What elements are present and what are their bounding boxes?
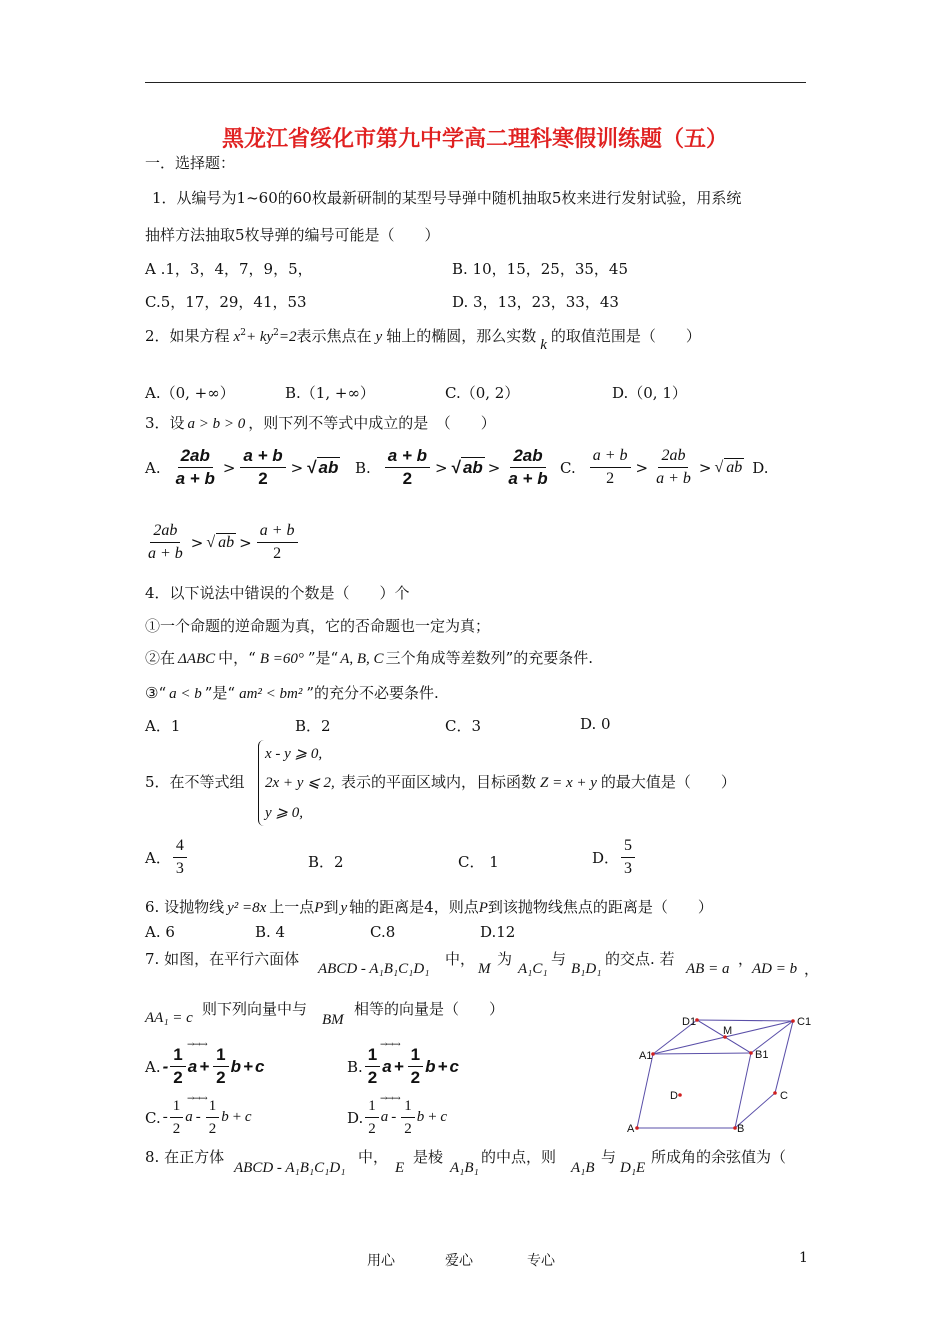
q5-pre: 5．在不等式组 bbox=[145, 773, 245, 791]
q7-option-a bbox=[145, 1045, 264, 1088]
q8-mid1: 中， bbox=[358, 1148, 389, 1166]
q7b-b: b bbox=[425, 1056, 436, 1076]
q7c-n1: 1 bbox=[170, 1096, 184, 1118]
q7-line2: 则下列向量中与 bbox=[202, 1000, 308, 1018]
q2-var-y: y bbox=[375, 329, 383, 345]
q2-eq-ky: + ky bbox=[245, 329, 274, 345]
q7c-a: a bbox=[185, 1109, 193, 1125]
q6-y: y bbox=[340, 900, 348, 916]
q7-ad-b: AD = b bbox=[752, 961, 798, 977]
q5-a-den: 3 bbox=[175, 860, 184, 877]
q2-pre: 2．如果方程 bbox=[145, 327, 230, 345]
q3-label-a: A. bbox=[145, 458, 161, 477]
edge-C-C1 bbox=[775, 1021, 793, 1093]
q2-post: 的取值范围是（ ） bbox=[550, 327, 701, 345]
point-D bbox=[678, 1093, 682, 1097]
q4-s2-post: 三个角成等差数列”的充要条件. bbox=[385, 649, 594, 667]
q5-d-frac bbox=[621, 836, 635, 879]
q3c-rad: ab bbox=[726, 459, 743, 476]
q4-s3-post: ”的充分不必要条件. bbox=[306, 684, 439, 702]
q3c-sqrt: √ ab bbox=[714, 459, 743, 476]
q3b-num2: 2ab bbox=[510, 446, 545, 468]
edge-A1-B1 bbox=[653, 1053, 751, 1054]
q3d-frac2 bbox=[257, 521, 298, 564]
q5-option-b: B．2 bbox=[308, 853, 344, 871]
q3-pre: 3．设 bbox=[145, 414, 185, 432]
q4-s2-angle: B =60° bbox=[259, 651, 304, 667]
q7-mid1: 中， bbox=[445, 950, 476, 968]
q3-option-d bbox=[145, 521, 300, 564]
q7-label-a: A. bbox=[145, 1057, 161, 1076]
label-A: A bbox=[627, 1123, 635, 1135]
q7-label-b: B. bbox=[347, 1057, 363, 1076]
page-title: 黑龙江省绥化市第九中学高二理科寒假训练题（五） bbox=[221, 127, 728, 152]
q3b-den1: 2 bbox=[402, 469, 413, 488]
q3b-num1: a + b bbox=[385, 446, 430, 468]
q7a-d1: 2 bbox=[173, 1068, 183, 1087]
q6-option-c: C.8 bbox=[370, 923, 396, 941]
q1-stem-line2: 抽样方法抽取5枚导弹的编号可能是（ ） bbox=[145, 226, 440, 244]
q5-ineq-2: 2x + y ⩽ 2, bbox=[265, 775, 335, 791]
q7d-plus: + bbox=[427, 1109, 438, 1125]
q3b-rad: ab bbox=[462, 458, 483, 477]
q7a-frac2 bbox=[213, 1045, 228, 1088]
q2-eq-rhs: =2 bbox=[278, 329, 297, 345]
q7b-arrows: →→→ bbox=[380, 1040, 400, 1050]
q3-cond: a > b > 0 bbox=[187, 416, 246, 432]
q1-option-d: D. 3，13，23，33，43 bbox=[452, 293, 619, 311]
footer-text-1: 用心 bbox=[367, 1253, 395, 1269]
q2-eq-sup2: 2 bbox=[273, 328, 279, 338]
q7d-frac2 bbox=[401, 1096, 415, 1139]
q4-option-b: B．2 bbox=[295, 717, 331, 735]
q3a-frac2 bbox=[240, 446, 285, 489]
q2-option-a: A.（0, +∞） bbox=[145, 384, 235, 402]
point-C1 bbox=[791, 1019, 795, 1023]
q1-option-c: C.5，17，29，41，53 bbox=[145, 293, 307, 311]
q7-option-b bbox=[347, 1045, 459, 1088]
q4-s3-pre: ③“ bbox=[145, 684, 167, 702]
q5-mid: 表示的平面区域内，目标函数 bbox=[341, 773, 537, 791]
q7c-minus2: - bbox=[195, 1109, 201, 1125]
label-B1: B1 bbox=[755, 1049, 769, 1061]
q6-eq: y² =8x bbox=[227, 900, 267, 916]
q4-option-a: A．1 bbox=[145, 717, 181, 735]
q3a-gt1: > bbox=[222, 458, 236, 477]
q6-mid1: 上一点 bbox=[269, 898, 315, 916]
q8-mid2: 是棱 bbox=[413, 1148, 444, 1166]
edge-A-A1 bbox=[637, 1054, 653, 1128]
q7c-frac2 bbox=[206, 1096, 220, 1139]
q8-a1b1: A₁B₁ bbox=[450, 1160, 479, 1176]
q7a-arrows: →→→ bbox=[187, 1040, 207, 1050]
q1-option-b: B. 10，15，25，35，45 bbox=[452, 260, 628, 278]
q5-post: 的最大值是（ ） bbox=[600, 773, 736, 791]
q3-option-a bbox=[145, 446, 340, 489]
q7b-n2: 1 bbox=[408, 1045, 423, 1067]
q7b-frac2 bbox=[408, 1045, 423, 1088]
q7b-c: c bbox=[449, 1056, 459, 1076]
q2-mid2: 轴上的椭圆，那么实数 bbox=[386, 327, 537, 345]
q4-s3-a: a < b bbox=[169, 686, 202, 702]
q7b-frac1 bbox=[365, 1045, 380, 1088]
q8-body: ABCD - A₁B₁C₁D₁ bbox=[234, 1160, 346, 1176]
q7d-frac1 bbox=[365, 1096, 379, 1139]
parallelepiped-figure bbox=[625, 1010, 825, 1135]
q8-mid3: 的中点，则 bbox=[481, 1148, 557, 1166]
q2-stem bbox=[145, 325, 701, 353]
q4-s3-mid: ”是“ bbox=[204, 684, 236, 702]
q3-label-b: B. bbox=[355, 458, 371, 477]
q1-stem-line1: 1．从编号为1~60的60枚最新研制的某型号导弹中随机抽取5枚来进行发射试验，用系统 bbox=[152, 189, 742, 207]
q7-stem-pre: 7. 如图，在平行六面体 bbox=[145, 950, 300, 968]
q3d-den2: 2 bbox=[273, 545, 282, 562]
q7b-d1: 2 bbox=[367, 1068, 378, 1087]
q7b-d2: 2 bbox=[410, 1068, 421, 1087]
q5-a-num: 4 bbox=[173, 836, 187, 858]
q7a-a: a bbox=[187, 1056, 198, 1076]
q3b-gt2: > bbox=[487, 458, 501, 477]
q5-option-a bbox=[145, 836, 189, 879]
label-D: D bbox=[670, 1090, 678, 1102]
q8-a1b: A₁B bbox=[571, 1160, 595, 1176]
q7a-frac1 bbox=[170, 1045, 185, 1088]
q7-b1d1: B₁D₁ bbox=[571, 961, 602, 977]
q5-rest bbox=[341, 771, 736, 792]
q4-option-c: C．3 bbox=[445, 717, 482, 735]
q6-p1: P bbox=[314, 900, 324, 916]
section-heading: 一．选择题： bbox=[145, 154, 236, 172]
q4-s2-pre: ②在 bbox=[145, 649, 176, 667]
q7a-d2: 2 bbox=[216, 1068, 226, 1087]
q6-pre: 6. 设抛物线 bbox=[145, 898, 225, 916]
q7a-b: b bbox=[230, 1056, 242, 1076]
q7c-plus: + bbox=[231, 1109, 242, 1125]
q3-option-c bbox=[560, 446, 769, 489]
q5-label-d: D． bbox=[592, 849, 620, 867]
point-C bbox=[773, 1091, 777, 1095]
q3c-den1: 2 bbox=[606, 470, 615, 487]
q5-d-den: 3 bbox=[624, 860, 633, 877]
q7d-n2: 1 bbox=[401, 1096, 415, 1118]
q3a-num2: a + b bbox=[240, 446, 285, 468]
q3d-num1: 2ab bbox=[150, 521, 180, 543]
q7d-n1: 1 bbox=[365, 1096, 379, 1118]
q3c-num1: a + b bbox=[590, 446, 631, 468]
q8-mid4: 与 bbox=[601, 1148, 617, 1166]
q7d-b: b bbox=[416, 1109, 425, 1125]
q3d-den1: a + b bbox=[148, 545, 183, 562]
q2-var-k: k bbox=[540, 337, 547, 353]
q7c-minus1: - bbox=[162, 1109, 168, 1125]
q7-aa1-c: AA₁ = c bbox=[145, 1010, 193, 1026]
q7b-n1: 1 bbox=[365, 1045, 380, 1067]
q6-p2: P bbox=[478, 900, 488, 916]
q3a-num1: 2ab bbox=[178, 446, 213, 468]
q6-stem bbox=[145, 896, 713, 917]
label-C1: C1 bbox=[797, 1016, 812, 1028]
q4-s2-mid2: ”是“ bbox=[307, 649, 339, 667]
q5-ineq-1: x - y ⩾ 0, bbox=[265, 746, 323, 762]
q3b-gt1: > bbox=[435, 458, 448, 477]
q3c-den2: a + b bbox=[656, 470, 691, 487]
q3c-num2: 2ab bbox=[658, 446, 688, 468]
q4-statement-3 bbox=[145, 682, 439, 703]
q5-objective: Z = x + y bbox=[540, 775, 597, 791]
q6-mid2: 到 bbox=[323, 898, 339, 916]
q3d-frac1 bbox=[145, 521, 186, 564]
q7b-plus2: + bbox=[437, 1056, 448, 1076]
q3c-gt1: > bbox=[635, 458, 649, 477]
q4-statement-2 bbox=[145, 647, 593, 668]
q4-s2-abc: A, B, C bbox=[340, 651, 384, 667]
q7b-plus1: + bbox=[393, 1056, 404, 1076]
label-C: C bbox=[780, 1090, 788, 1102]
q7a-plus1: + bbox=[199, 1056, 210, 1076]
q8-post: 所成角的余弦值为（ bbox=[651, 1148, 787, 1166]
q7-comma2: ， bbox=[804, 960, 820, 978]
q7-label-c: C. bbox=[145, 1108, 161, 1127]
q7-label-d: D. bbox=[347, 1108, 364, 1127]
q7a-c: c bbox=[254, 1056, 265, 1076]
q7c-d2: 2 bbox=[208, 1121, 217, 1137]
q3a-sqrt: √ ab bbox=[306, 458, 339, 477]
q7c-frac1 bbox=[170, 1096, 184, 1139]
point-B1 bbox=[749, 1051, 753, 1055]
q3a-rad: ab bbox=[318, 458, 339, 477]
q2-mid1: 表示焦点在 bbox=[296, 327, 372, 345]
q7d-d1: 2 bbox=[368, 1121, 376, 1137]
q3-post: ，则下列不等式中成立的是 （ ） bbox=[248, 414, 496, 432]
q7c-d1: 2 bbox=[172, 1121, 181, 1137]
q4-option-d: D. 0 bbox=[580, 715, 611, 733]
q7-mid4: 的交点. 若 bbox=[605, 950, 675, 968]
footer-text-2: 爱心 bbox=[445, 1253, 473, 1269]
q4-s2-triangle: ΔABC bbox=[178, 651, 216, 667]
q6-mid3: 轴的距离是4，则点 bbox=[349, 898, 479, 916]
q7b-a: a bbox=[382, 1056, 392, 1076]
q3a-gt2: > bbox=[290, 458, 304, 477]
point-A bbox=[635, 1126, 639, 1130]
q6-option-d: D.12 bbox=[480, 923, 516, 941]
q7c-n2: 1 bbox=[206, 1096, 220, 1118]
q7-a1c1: A₁C₁ bbox=[518, 961, 548, 977]
q5-option-c: C． 1 bbox=[458, 853, 499, 871]
q3d-rad: ab bbox=[218, 534, 235, 551]
q3c-frac1 bbox=[590, 446, 631, 489]
q2-eq-x: x bbox=[233, 329, 241, 345]
label-D1: D1 bbox=[682, 1016, 697, 1028]
footer-text-3: 专心 bbox=[527, 1253, 555, 1269]
edge-C1-D1 bbox=[697, 1020, 793, 1021]
q7a-minus: - bbox=[162, 1056, 169, 1076]
q7-m: M bbox=[478, 961, 491, 977]
q6-option-b: B. 4 bbox=[255, 923, 286, 941]
q8-pre: 8. 在正方体 bbox=[145, 1148, 225, 1166]
q3-label-d: D. bbox=[752, 458, 769, 477]
q7-body: ABCD - A₁B₁C₁D₁ bbox=[318, 961, 430, 977]
q8-d1e: D₁E bbox=[620, 1160, 646, 1176]
q3b-frac2 bbox=[505, 446, 550, 489]
q3c-gt2: > bbox=[698, 458, 712, 477]
q3b-den2: a + b bbox=[508, 469, 548, 488]
q7-mid2: 为 bbox=[497, 950, 513, 968]
q7a-n1: 1 bbox=[170, 1045, 185, 1067]
q4-s3-b: am² < bm² bbox=[239, 686, 303, 702]
q7d-c: c bbox=[440, 1109, 448, 1125]
q6-option-a: A. 6 bbox=[145, 923, 175, 941]
header-rule bbox=[145, 82, 806, 83]
page-number: 1 bbox=[799, 1250, 808, 1266]
q7-line2-post: 相等的向量是（ ） bbox=[354, 1000, 505, 1018]
figure-points bbox=[635, 1018, 795, 1130]
q8-e: E bbox=[395, 1160, 405, 1176]
q3a-den1: a + b bbox=[175, 469, 215, 488]
q5-option-d bbox=[592, 836, 637, 879]
q7-mid3: 与 bbox=[551, 950, 567, 968]
q7c-b: b bbox=[221, 1109, 229, 1125]
q3d-gt2: > bbox=[239, 533, 252, 552]
q6-post: 到该抛物线焦点的距离是（ ） bbox=[487, 898, 713, 916]
q7-bm: BM bbox=[322, 1012, 344, 1028]
q2-option-c: C.（0, 2） bbox=[445, 384, 520, 402]
q7d-arrows: →→→ bbox=[380, 1094, 400, 1104]
q7d-d2: 2 bbox=[404, 1121, 412, 1137]
q2-option-d: D.（0, 1） bbox=[612, 384, 687, 402]
q2-eq-sup1: 2 bbox=[240, 328, 246, 338]
label-A1: A1 bbox=[639, 1050, 653, 1062]
q7d-a: a bbox=[380, 1109, 389, 1125]
figure-edges bbox=[637, 1020, 793, 1128]
q1-option-a: A .1，3，4，7，9，5， bbox=[145, 260, 313, 278]
q5-ineq-3: y ⩾ 0, bbox=[265, 805, 303, 821]
q3d-num2: a + b bbox=[257, 521, 298, 543]
q4-stem: 4．以下说法中错误的个数是（ ）个 bbox=[145, 584, 410, 602]
q3-option-b bbox=[355, 446, 553, 489]
label-B: B bbox=[737, 1123, 745, 1135]
q5-label-a: A． bbox=[145, 849, 171, 867]
q3a-frac1 bbox=[173, 446, 218, 489]
q5-a-frac bbox=[173, 836, 187, 879]
q3b-frac1 bbox=[385, 446, 430, 489]
q3b-sqrt: √ ab bbox=[450, 458, 483, 477]
q3c-frac2 bbox=[653, 446, 694, 489]
q5-d-num: 5 bbox=[621, 836, 635, 858]
q7c-arrows: →→→ bbox=[187, 1094, 207, 1104]
q3-stem bbox=[145, 412, 496, 433]
q3d-gt1: > bbox=[190, 533, 204, 552]
q7-comma1: ， bbox=[738, 950, 754, 968]
q3d-sqrt: √ ab bbox=[206, 534, 235, 551]
label-M: M bbox=[723, 1025, 733, 1037]
q7d-minus: - bbox=[391, 1109, 397, 1125]
q3-label-c: C. bbox=[560, 458, 576, 477]
q4-statement-1: ①一个命题的逆命题为真，它的否命题也一定为真； bbox=[145, 617, 491, 635]
q7a-plus2: + bbox=[243, 1056, 253, 1076]
q2-option-b: B.（1, +∞） bbox=[285, 384, 375, 402]
q7-ab-a: AB = a bbox=[686, 961, 730, 977]
q7a-n2: 1 bbox=[213, 1045, 228, 1067]
q4-s2-mid: 中，“ bbox=[218, 649, 256, 667]
q7c-c: c bbox=[244, 1109, 252, 1125]
q3a-den2: 2 bbox=[258, 469, 268, 488]
